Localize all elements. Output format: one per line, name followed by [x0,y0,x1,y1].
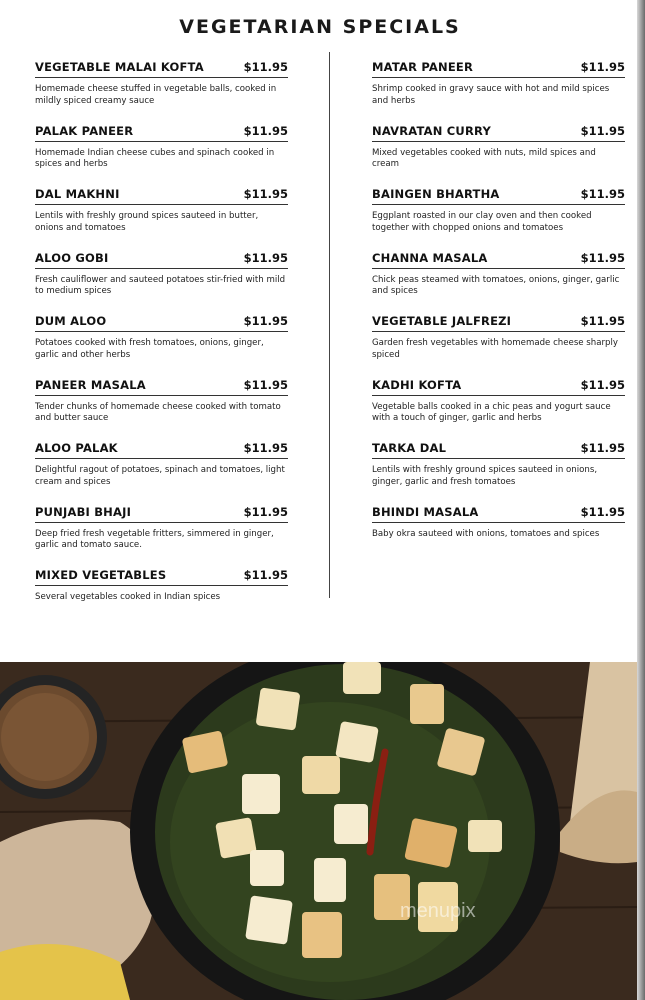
menu-item-description: Deep fried fresh vegetable fritters, simmered in ginger, garlic and tomato sauce. [35,528,274,550]
menu-item-price: $11.95 [243,504,288,519]
menu-item-name: NAVRATAN CURRY [372,123,491,138]
menu-item-name: BHINDI MASALA [372,504,479,519]
menu-item [372,54,625,118]
menu-item-price: $11.95 [580,187,625,201]
menu-item-name: PUNJABI BHAJI [35,504,132,519]
menu-item [35,499,288,563]
menu-item-price: $11.95 [243,250,288,265]
menu-item [35,562,288,626]
watermark: menupix [400,900,476,922]
menu-item-description: Potatoes cooked with fresh tomatoes, onions, ginger, garlic and other herbs [35,338,264,360]
menu-item-description: Shrimp cooked in gravy sauce with hot and mild spices and herbs [372,84,610,106]
menu-item [372,245,625,309]
page-edge [637,0,645,1000]
menu-item-description: Lentils with freshly ground spices sauteed in onions, ginger, garlic and fresh tomatoes [372,465,598,487]
menu-item-header [372,372,625,396]
menu-item-header [35,435,288,459]
menu-item [35,118,288,182]
column-divider [329,52,330,598]
menu-item-description: Homemade Indian cheese cubes and spinach cooked in spices and herbs [35,147,275,169]
menu-item [35,54,288,118]
menu-item-header [35,54,288,78]
menu-item-description: Chick peas steamed with tomatoes, onions, ginger, garlic and spices [372,274,620,296]
menu-item-description: Mixed vegetables cooked with nuts, mild spices and cream [372,147,596,169]
menu-item-description: Delightful ragout of potatoes, spinach and tomatoes, light cream and spices [35,465,285,487]
menu-item-name: CHANNA MASALA [372,250,488,265]
menu-item-header [372,118,625,142]
menu-item-name: BAINGEN BHARTHA [372,187,500,201]
menu-item-price: $11.95 [580,377,625,392]
menu-item-header [35,308,288,332]
menu-item-name: PALAK PANEER [35,123,134,138]
menu-item [372,308,625,372]
menu-item [35,308,288,372]
right-menu-column [372,54,625,562]
menu-item-name: MIXED VEGETABLES [35,568,167,582]
menu-item-header [35,562,288,586]
menu-item [35,181,288,245]
menu-item-price: $11.95 [580,250,625,265]
menu-item-header [372,435,625,459]
menu-item-name: DUM ALOO [35,314,107,328]
menu-item [35,245,288,309]
menu-item [35,372,288,436]
menu-item-price: $11.95 [580,123,625,138]
menu-item-header [35,499,288,523]
menu-item [372,181,625,245]
menu-item-header [35,118,288,142]
menu-item-header [372,499,625,523]
menu-item-price: $11.95 [243,187,288,201]
menu-item [372,499,625,563]
menu-item-description: Eggplant roasted in our clay oven and then cooked together with chopped onions and tomatoes [372,211,592,233]
menu-item-description: Tender chunks of homemade cheese cooked with tomato and butter sauce [35,401,281,423]
menu-item-name: ALOO GOBI [35,250,109,265]
menu-item-name: ALOO PALAK [35,441,118,455]
menu-item-header [35,372,288,396]
menu-item-name: KADHI KOFTA [372,377,462,392]
menu-item-description: Vegetable balls cooked in a chic peas and yogurt sauce with a touch of ginger, garlic and herbs [372,401,611,423]
menu-item-description: Fresh cauliflower and sauteed potatoes stir-fried with mild to medium spices [35,274,286,296]
menu-item-name: DAL MAKHNI [35,187,120,201]
menu-item [372,435,625,499]
menu-item-price: $11.95 [243,123,288,138]
menu-item-price: $11.95 [243,314,288,328]
menu-item [35,435,288,499]
menu-item-price: $11.95 [243,441,288,455]
menu-item-price: $11.95 [580,314,625,328]
menu-item [372,372,625,436]
menu-item-price: $11.95 [243,60,288,74]
food-photo [0,662,637,1000]
menu-item-price: $11.95 [580,504,625,519]
menu-item-price: $11.95 [243,568,288,582]
menu-item-name: PANEER MASALA [35,377,146,392]
menu-item-name: VEGETABLE JALFREZI [372,314,512,328]
menu-item-header [372,181,625,205]
palak-paneer-illustration [0,662,637,1000]
menu-item-price: $11.95 [580,441,625,455]
menu-item-description: Homemade cheese stuffed in vegetable balls, cooked in mildly spiced creamy sauce [35,84,277,106]
menu-item-name: MATAR PANEER [372,60,474,74]
menu-item-name: VEGETABLE MALAI KOFTA [35,60,204,74]
menu-item [372,118,625,182]
menu-item-name: TARKA DAL [372,441,447,455]
page-title: VEGETARIAN SPECIALS [179,16,461,38]
menu-item-price: $11.95 [580,60,625,74]
menu-item-description: Baby okra sauteed with onions, tomatoes and spices [372,528,600,539]
left-menu-column [35,54,288,626]
menu-item-description: Several vegetables cooked in Indian spices [35,592,221,602]
menu-item-header [372,245,625,269]
menu-item-description: Lentils with freshly ground spices sauteed in butter, onions and tomatoes [35,211,259,233]
menu-item-price: $11.95 [243,377,288,392]
menu-item-header [35,181,288,205]
menu-item-header [372,308,625,332]
menu-item-header [372,54,625,78]
menu-item-header [35,245,288,269]
menu-item-description: Garden fresh vegetables with homemade cheese sharply spiced [372,338,618,360]
